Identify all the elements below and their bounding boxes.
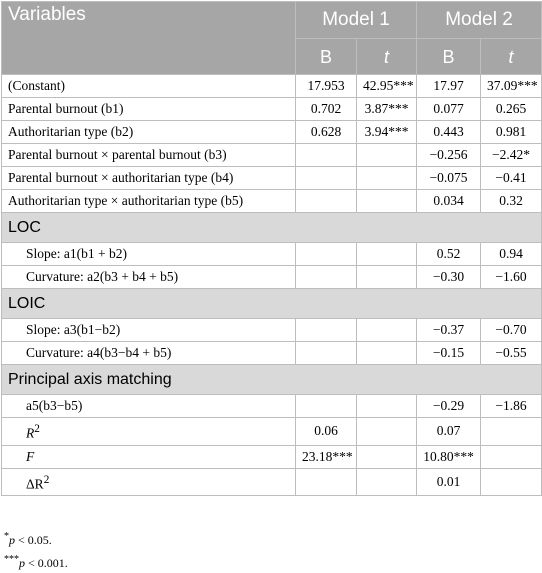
table-row — [2, 243, 542, 266]
row-label: Parental burnout (b1) — [2, 98, 296, 121]
table-row — [2, 121, 542, 144]
cell-m1-t — [357, 418, 417, 446]
cell-m2-b: 17.97 — [417, 75, 481, 98]
cell-m2-t: 0.32 — [481, 190, 542, 213]
cell-m1-t — [357, 243, 417, 266]
row-label: Curvature: a2(b3 + b4 + b5) — [2, 266, 296, 289]
table-row — [2, 98, 542, 121]
table-footnotes — [4, 527, 68, 573]
row-label: Slope: a3(b1−b2) — [2, 319, 296, 342]
cell-m2-t: 0.265 — [481, 98, 542, 121]
cell-m2-fit: 0.01 — [417, 468, 481, 496]
cell-m1-fit: 23.18*** — [296, 445, 357, 468]
table-row — [2, 75, 542, 98]
header-row-models — [2, 2, 542, 39]
cell-m2-t: −2.42* — [481, 144, 542, 167]
row-label-delta-r2: $\Delta R^2$ — [2, 468, 296, 496]
row-label: Parental burnout × parental burnout (b3) — [2, 144, 296, 167]
header-m2-b: B — [417, 39, 481, 75]
cell-m1-b — [296, 342, 357, 365]
cell-m1-fit: 0.06 — [296, 418, 357, 446]
cell-m1-t — [357, 468, 417, 496]
cell-m2-b: −0.15 — [417, 342, 481, 365]
header-model-2: Model 2 — [417, 2, 542, 39]
cell-m1-b: 17.953 — [296, 75, 357, 98]
cell-m2-b: −0.30 — [417, 266, 481, 289]
cell-m1-t — [357, 319, 417, 342]
cell-m1-t: 3.94*** — [357, 121, 417, 144]
cell-m1-b: 0.702 — [296, 98, 357, 121]
header-m1-t: t — [357, 39, 417, 75]
cell-m2-t: −1.60 — [481, 266, 542, 289]
row-label: Authoritarian type (b2) — [2, 121, 296, 144]
cell-m2-t: 37.09*** — [481, 75, 542, 98]
table-row — [2, 342, 542, 365]
cell-m1-b — [296, 319, 357, 342]
section-loc — [2, 213, 542, 243]
cell-m1-t — [357, 167, 417, 190]
header-m2-t: t — [481, 39, 542, 75]
cell-m1-b — [296, 243, 357, 266]
section-principal-axis — [2, 365, 542, 395]
cell-m1-b — [296, 395, 357, 418]
table-row — [2, 418, 542, 446]
table-row — [2, 319, 542, 342]
cell-m2-t — [481, 468, 542, 496]
row-label: Authoritarian type × authoritarian type (b5) — [2, 190, 296, 213]
section-loic — [2, 289, 542, 319]
cell-m1-b — [296, 144, 357, 167]
row-label-f: F — [2, 445, 296, 468]
cell-m2-t: −0.70 — [481, 319, 542, 342]
table-row — [2, 395, 542, 418]
cell-m1-t — [357, 445, 417, 468]
row-label: a5(b3−b5) — [2, 395, 296, 418]
row-label: Slope: a1(b1 + b2) — [2, 243, 296, 266]
cell-m2-t — [481, 445, 542, 468]
cell-m2-b: 0.034 — [417, 190, 481, 213]
cell-m1-fit — [296, 468, 357, 496]
cell-m2-b: −0.256 — [417, 144, 481, 167]
section-title: LOIC — [2, 289, 542, 319]
regression-table — [1, 1, 542, 496]
row-label: Curvature: a4(b3−b4 + b5) — [2, 342, 296, 365]
cell-m2-t: 0.981 — [481, 121, 542, 144]
cell-m1-t: 42.95*** — [357, 75, 417, 98]
cell-m1-t — [357, 266, 417, 289]
row-label: (Constant) — [2, 75, 296, 98]
cell-m2-fit: 0.07 — [417, 418, 481, 446]
table-row — [2, 190, 542, 213]
cell-m2-b: 0.443 — [417, 121, 481, 144]
cell-m2-b: −0.075 — [417, 167, 481, 190]
table-row — [2, 445, 542, 468]
cell-m2-b: −0.37 — [417, 319, 481, 342]
header-m1-b: B — [296, 39, 357, 75]
header-model-1: Model 1 — [296, 2, 417, 39]
cell-m2-t: −1.86 — [481, 395, 542, 418]
cell-m2-b: 0.52 — [417, 243, 481, 266]
footnote-p05: *p < 0.05. — [4, 531, 52, 547]
header-variables: Variables — [2, 2, 296, 75]
cell-m2-fit: 10.80*** — [417, 445, 481, 468]
table-row — [2, 167, 542, 190]
cell-m1-t: 3.87*** — [357, 98, 417, 121]
cell-m1-t — [357, 395, 417, 418]
cell-m1-t — [357, 144, 417, 167]
cell-m1-b — [296, 266, 357, 289]
table-row — [2, 144, 542, 167]
cell-m2-t: 0.94 — [481, 243, 542, 266]
cell-m2-b: 0.077 — [417, 98, 481, 121]
table-row — [2, 468, 542, 496]
cell-m2-t: −0.55 — [481, 342, 542, 365]
cell-m1-t — [357, 342, 417, 365]
row-label-r2: $R^2$ — [2, 418, 296, 446]
cell-m1-b — [296, 167, 357, 190]
footnote-p001: ***p < 0.001. — [4, 554, 68, 570]
cell-m2-b: −0.29 — [417, 395, 481, 418]
cell-m1-t — [357, 190, 417, 213]
table-row — [2, 266, 542, 289]
cell-m1-b — [296, 190, 357, 213]
section-title: Principal axis matching — [2, 365, 542, 395]
cell-m2-t — [481, 418, 542, 446]
cell-m2-t: −0.41 — [481, 167, 542, 190]
section-title: LOC — [2, 213, 542, 243]
cell-m1-b: 0.628 — [296, 121, 357, 144]
row-label: Parental burnout × authoritarian type (b4) — [2, 167, 296, 190]
